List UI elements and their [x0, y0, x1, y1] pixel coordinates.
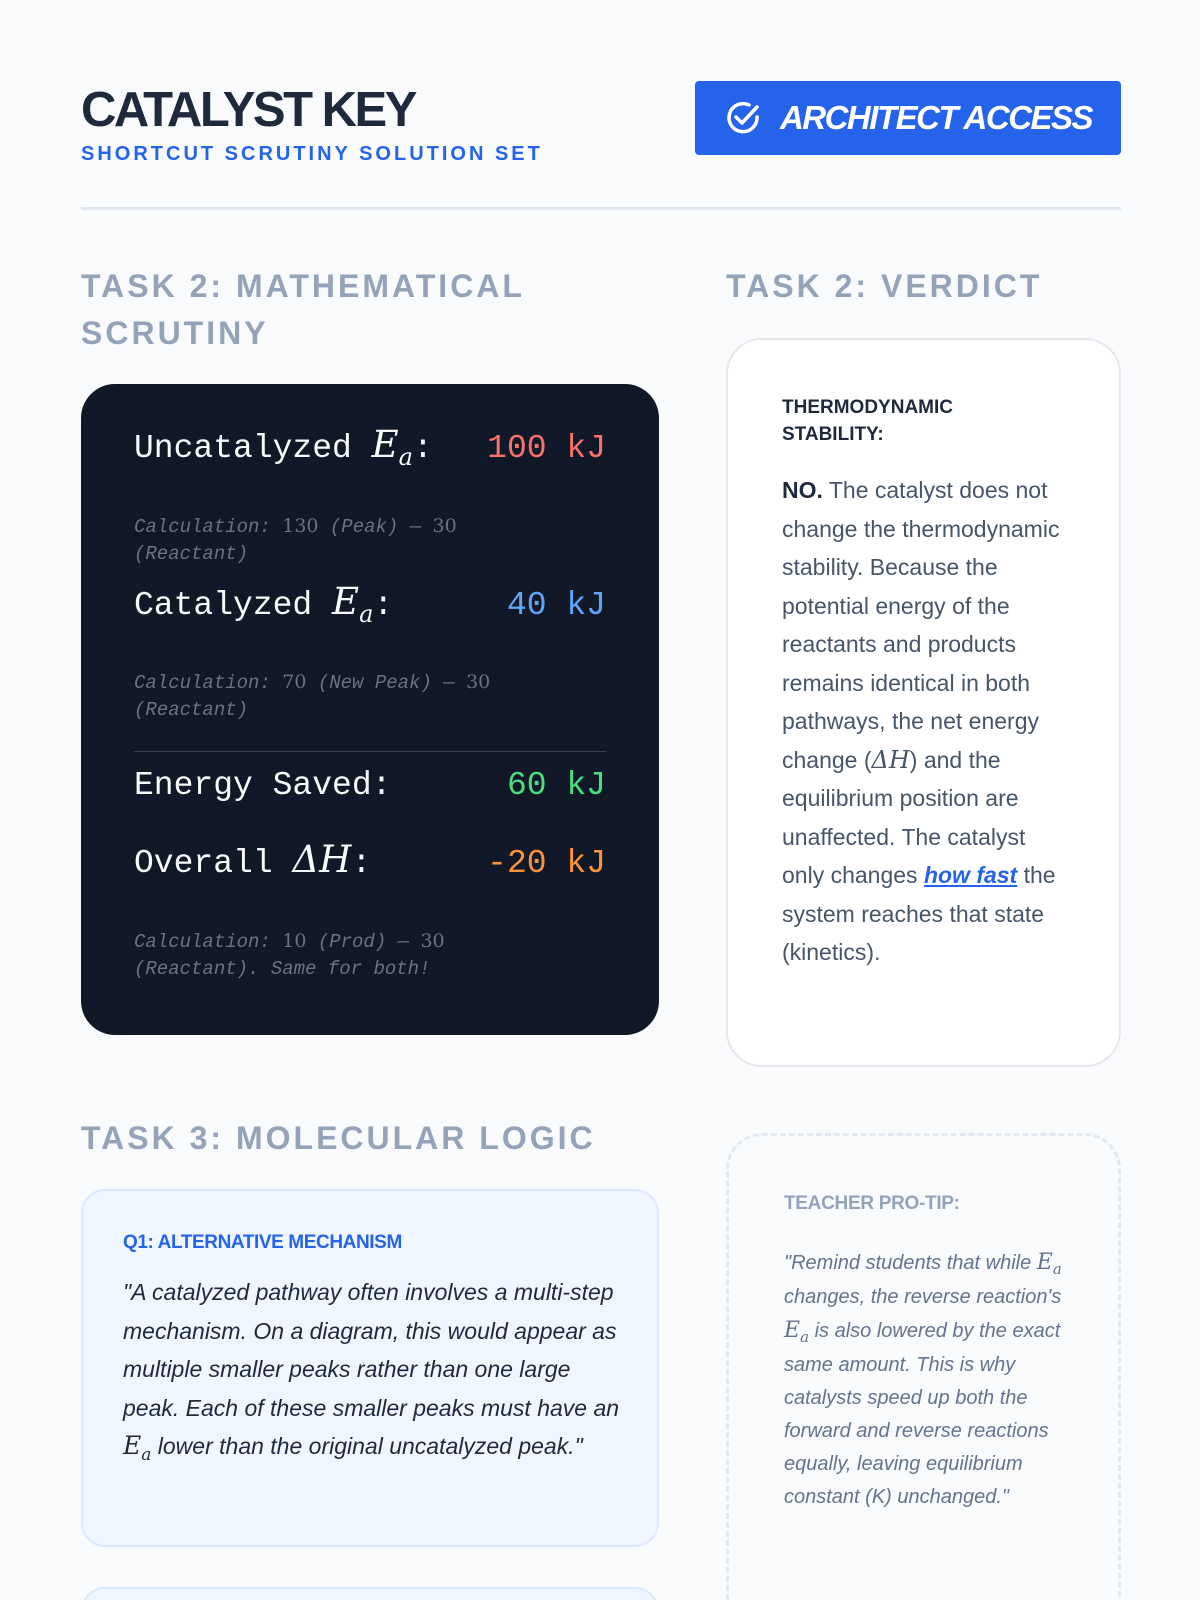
row-suffix: :: [351, 845, 372, 882]
math-symbol: E: [123, 1431, 142, 1460]
catalyzed-row: [134, 580, 606, 628]
math-symbol: E: [1036, 1250, 1053, 1275]
teacher-tip-card: [726, 1133, 1121, 1600]
architect-access-label: ARCHITECT ACCESS: [779, 99, 1093, 136]
calc-line: (Reactant). Same for both!: [134, 958, 431, 980]
math-symbol: E: [371, 423, 399, 466]
section-title-line: TASK 2: MATHEMATICAL: [81, 268, 525, 304]
page-subtitle: SHORTCUT SCRUTINY SOLUTION SET: [81, 143, 543, 165]
overall-dh-row: [134, 838, 606, 882]
calc-line: (Reactant): [134, 543, 249, 565]
section-title-verdict: TASK 2: VERDICT: [726, 268, 1043, 304]
calc-catalyzed: [134, 669, 554, 724]
math-symbol: E: [784, 1318, 801, 1343]
calc-uncatalyzed: [134, 513, 554, 568]
math-subscript: a: [141, 1445, 152, 1465]
header: [81, 80, 1121, 210]
calc-overall: [134, 928, 554, 983]
math-subscript: a: [398, 443, 413, 471]
tip-text-part: is also lowered by the exact same amount. This is why catalysts speed up both the forward and reverse reactions equally, leaving equilibrium constant (K) unchanged.": [784, 1320, 1061, 1508]
uncatalyzed-value: 100 kJ: [487, 430, 606, 467]
math-symbol: ΔH: [292, 838, 352, 881]
energy-saved-value: 60 kJ: [506, 767, 606, 804]
math-subscript: a: [359, 600, 374, 628]
q2-card: [81, 1587, 659, 1600]
tip-title: TEACHER PRO-TIP:: [784, 1193, 960, 1214]
calc-text: Calculation:: [134, 516, 283, 538]
q1-text-part: lower than the original uncatalyzed peak.": [151, 1433, 583, 1459]
q1-title: Q1: ALTERNATIVE MECHANISM: [123, 1232, 402, 1253]
calc-number: 70: [282, 671, 307, 693]
delta-h-symbol: ΔH: [871, 745, 910, 774]
check-circle-icon: [724, 98, 764, 138]
tip-text: [784, 1246, 1074, 1514]
tip-text-part: changes, the reverse reaction's: [784, 1286, 1062, 1308]
q1-text: [123, 1273, 623, 1469]
math-subscript: a: [800, 1328, 810, 1346]
math-symbol: E: [332, 580, 360, 623]
architect-access-button[interactable]: [695, 81, 1121, 155]
verdict-text-part: The catalyst does not change the thermodynamic stability. Because the potential energy of the reactants and products remains identical in both pathways, the net energy change (: [782, 477, 1060, 773]
catalyzed-value: 40 kJ: [506, 587, 606, 624]
card-divider: [134, 751, 606, 752]
verdict-text: [782, 471, 1072, 972]
q1-card: [81, 1189, 659, 1547]
how-fast-link[interactable]: how fast: [923, 862, 1018, 888]
row-label-text: Overall: [134, 845, 273, 882]
verdict-card: [726, 338, 1121, 1067]
calc-number: 30: [466, 671, 491, 693]
verdict-answer: NO.: [782, 477, 823, 503]
verdict-label: THERMODYNAMIC STABILITY:: [782, 397, 953, 445]
uncatalyzed-row: [134, 423, 606, 471]
header-divider: [81, 207, 1121, 210]
row-label-text: Uncatalyzed: [134, 430, 352, 467]
math-subscript: a: [1052, 1260, 1062, 1278]
calc-text: (Prod) —: [306, 931, 421, 953]
verdict-text-part: the system reaches that state (kinetics).: [782, 862, 1056, 965]
math-scrutiny-card: [81, 384, 659, 1035]
calc-line: [134, 928, 554, 956]
calc-number: 130: [282, 515, 319, 537]
calc-text: Calculation:: [134, 931, 283, 953]
row-suffix: :: [373, 587, 394, 624]
row-label: Energy Saved:: [134, 767, 392, 804]
row-suffix: :: [412, 430, 433, 467]
calc-number: 10: [282, 930, 307, 952]
calc-line: (Reactant): [134, 699, 249, 721]
q1-text-part: "A catalyzed pathway often involves a multi-step mechanism. On a diagram, this would appear as multiple smaller peaks rather than one large peak. Each of these smaller peaks must have an: [123, 1279, 620, 1421]
section-title-molecular: TASK 3: MOLECULAR LOGIC: [81, 1120, 596, 1156]
row-label: [134, 838, 371, 882]
tip-text-part: "Remind students that while: [784, 1252, 1037, 1274]
overall-dh-value: -20 kJ: [487, 845, 606, 882]
verdict-text-part: ) and the equilibrium position are unaffected. The catalyst only changes: [782, 746, 1026, 888]
row-label: [134, 423, 433, 471]
row-label-text: Catalyzed: [134, 587, 313, 624]
section-title-line: SCRUTINY: [81, 315, 269, 351]
calc-number: 30: [420, 930, 445, 952]
calc-text: (Peak) —: [318, 516, 433, 538]
calc-number: 30: [432, 515, 457, 537]
row-label: [134, 580, 394, 628]
calc-text: (New Peak) —: [306, 672, 467, 694]
page-title: CATALYST KEY: [81, 83, 415, 137]
calc-line: [134, 513, 554, 541]
section-title-math: [81, 263, 641, 357]
energy-saved-row: [134, 767, 606, 804]
calc-line: [134, 669, 554, 697]
calc-text: Calculation:: [134, 672, 283, 694]
